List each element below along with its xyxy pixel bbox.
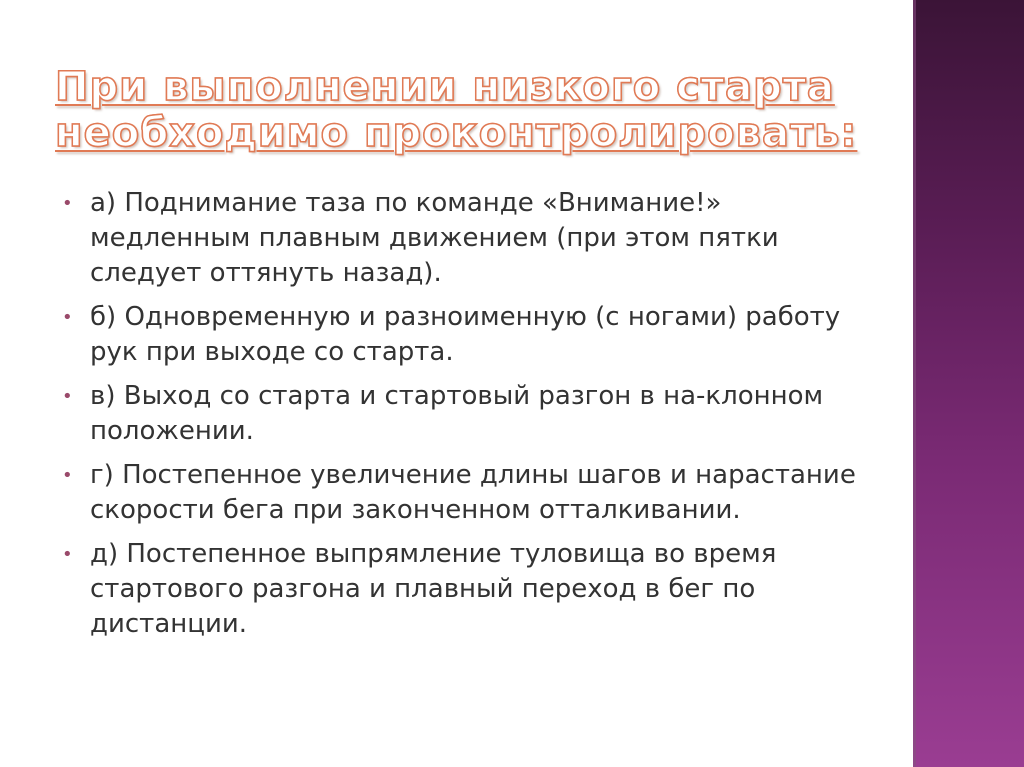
decorative-side-band [913, 0, 1024, 767]
list-item-text: а) Поднимание таза по команде «Внимание!» медленным плавным движением (при этом пятки следует оттянуть назад). [90, 188, 779, 288]
slide-title: При выполнении низкого старта необходимо проконтролировать: [55, 64, 858, 156]
bullet-icon: • [62, 465, 73, 486]
list-item-text: б) Одновременную и разноименную (с ногами) работу рук при выходе со старта. [90, 302, 841, 367]
list-item [60, 379, 880, 449]
list-item [60, 300, 880, 370]
list-item [60, 458, 880, 528]
bullet-icon: • [62, 193, 73, 214]
list-item-text: г) Постепенное увеличение длины шагов и нарастание скорости бега при законченном отталкивании. [90, 460, 856, 525]
list-item [60, 186, 880, 291]
bullet-icon: • [62, 544, 73, 565]
bullet-list [60, 186, 880, 651]
bullet-icon: • [62, 386, 73, 407]
side-band-edge [913, 0, 916, 767]
list-item-text: в) Выход со старта и стартовый разгон в на-клонном положении. [90, 381, 824, 446]
list-item [60, 537, 880, 642]
list-item-text: д) Постепенное выпрямление туловища во время стартового разгона и плавный переход в бег по дистанции. [90, 539, 777, 639]
bullet-icon: • [62, 307, 73, 328]
